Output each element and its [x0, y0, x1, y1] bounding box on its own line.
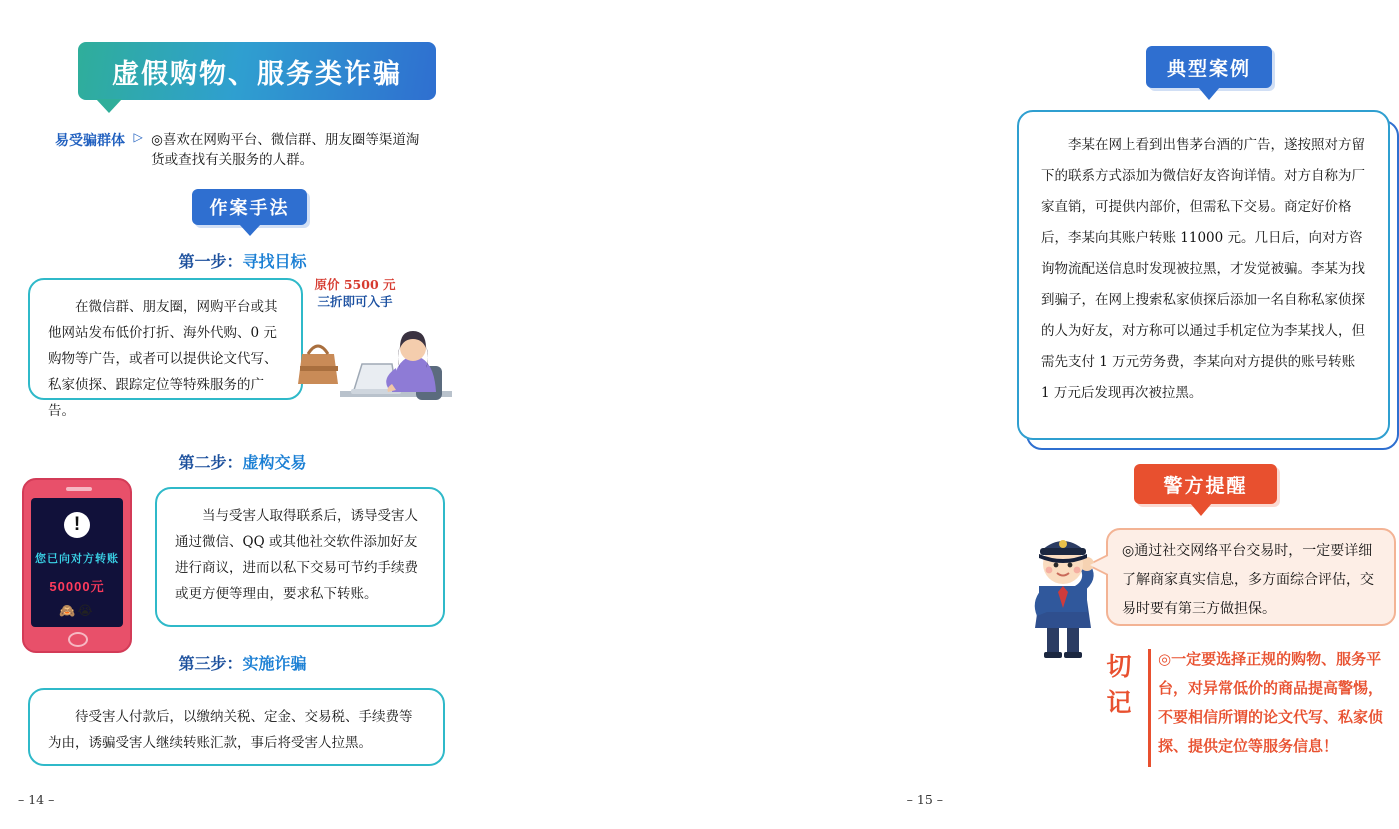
shopping-woman-illustration — [296, 296, 456, 412]
victim-group-row — [55, 130, 445, 170]
step-2-heading — [0, 450, 485, 473]
step-1-number: 第一步： — [178, 252, 243, 271]
right-page-number: – 15 – — [906, 792, 943, 807]
warning-icon: ! — [64, 512, 90, 538]
case-text: 李某在网上看到出售茅台酒的广告，遂按照对方留下的联系方式添加为微信好友咨询详情。对方自称为厂家直销，可提供内部价，但需私下交易。商定好价格后，李某向其账户转账 11000 元。几日后，向对方咨询物流配送信息时发现被拉黑，才发觉被骗。李某为找到骗子，在网上搜索私家侦探后添加一名自称私家侦探的人为好友，对方称可以通过手机定位为李某找人，但需先支付 1 万元劳务费，李某向对方提供的账号转账 1 万元后发现再次被拉黑。 — [1041, 137, 1365, 401]
page-title: 虚假购物、服务类诈骗 — [112, 58, 402, 90]
remember-block — [1096, 645, 1396, 777]
method-banner — [192, 189, 307, 225]
police-tip-banner-tail — [1190, 503, 1212, 516]
case-banner — [1146, 46, 1272, 88]
step-2-name: 虚构交易 — [242, 453, 307, 472]
police-tip-text: ◎通过社交网络平台交易时，一定要详细了解商家真实信息，多方面综合评估，交易时要有第三方做担保。 — [1122, 543, 1374, 617]
step-3-text: 待受害人付款后，以缴纳关税、定金、交易税、手续费等为由，诱骗受害人继续转账汇款，事后将受害人拉黑。 — [48, 709, 413, 751]
step-1-text: 在微信群、朋友圈，网购平台或其他网站发布低价打折、海外代购、0 元购物等广告，或者可以提供论文代写、私家侦探、跟踪定位等特殊服务的广告。 — [48, 299, 278, 419]
phone-emoji: 🙈😭 — [59, 603, 95, 618]
remember-text: ◎一定要选择正规的购物、服务平台，对异常低价的商品提高警惕，不要相信所谓的论文代写、私家侦探、提供定位等服务信息！ — [1158, 650, 1384, 755]
victim-group-label: 易受骗群体 — [55, 133, 125, 149]
case-banner-label: 典型案例 — [1166, 57, 1251, 80]
case-card — [1017, 110, 1390, 440]
step-1-name: 寻找目标 — [242, 252, 307, 271]
left-page-number: – 14 – — [18, 792, 55, 807]
police-tip-banner-label: 警方提醒 — [1163, 474, 1248, 497]
step-3-heading — [0, 651, 485, 674]
step-3-name: 实施诈骗 — [242, 654, 307, 673]
phone-screen — [31, 498, 123, 627]
police-tip-bubble — [1106, 528, 1396, 626]
phone-home-button — [68, 632, 88, 647]
method-banner-label: 作案手法 — [209, 198, 290, 219]
victim-group-text: ◎喜欢在网购平台、微信群、朋友圈等渠道淘货或查找有关服务的人群。 — [151, 132, 420, 168]
right-page — [486, 0, 1384, 829]
tip-bubble-tail — [1090, 556, 1108, 574]
triangle-marker-icon: ▷ — [133, 130, 143, 144]
phone-speaker — [66, 487, 92, 491]
police-officer-illustration — [1017, 520, 1109, 660]
price-original: 原价 5500 元 — [314, 277, 396, 292]
step-2-number: 第二步： — [178, 453, 243, 472]
case-banner-tail — [1198, 87, 1220, 100]
phone-transfer-line1: 您已向对方转账 — [35, 553, 119, 565]
remember-divider — [1148, 649, 1151, 767]
step-3-number: 第三步： — [178, 654, 243, 673]
phone-illustration — [22, 478, 132, 653]
method-banner-tail — [239, 224, 261, 236]
phone-transfer-amount: 50000元 — [49, 579, 105, 594]
left-page — [0, 0, 485, 829]
main-title-banner — [78, 42, 436, 100]
remember-label: 切记 — [1106, 652, 1132, 717]
step-3-card — [28, 688, 445, 766]
step-1-card — [28, 278, 303, 419]
main-title-banner-tail — [96, 99, 122, 113]
police-tip-banner — [1134, 464, 1277, 504]
step-2-card — [155, 487, 445, 627]
step-1-heading — [0, 249, 485, 272]
step-2-text: 当与受害人取得联系后，诱导受害人通过微信、QQ 或其他社交软件添加好友进行商议，进而以私下交易可节约手续费或更方便等理由，要求私下转账。 — [175, 508, 418, 602]
price-discount: 三折即可入手 — [317, 294, 393, 309]
